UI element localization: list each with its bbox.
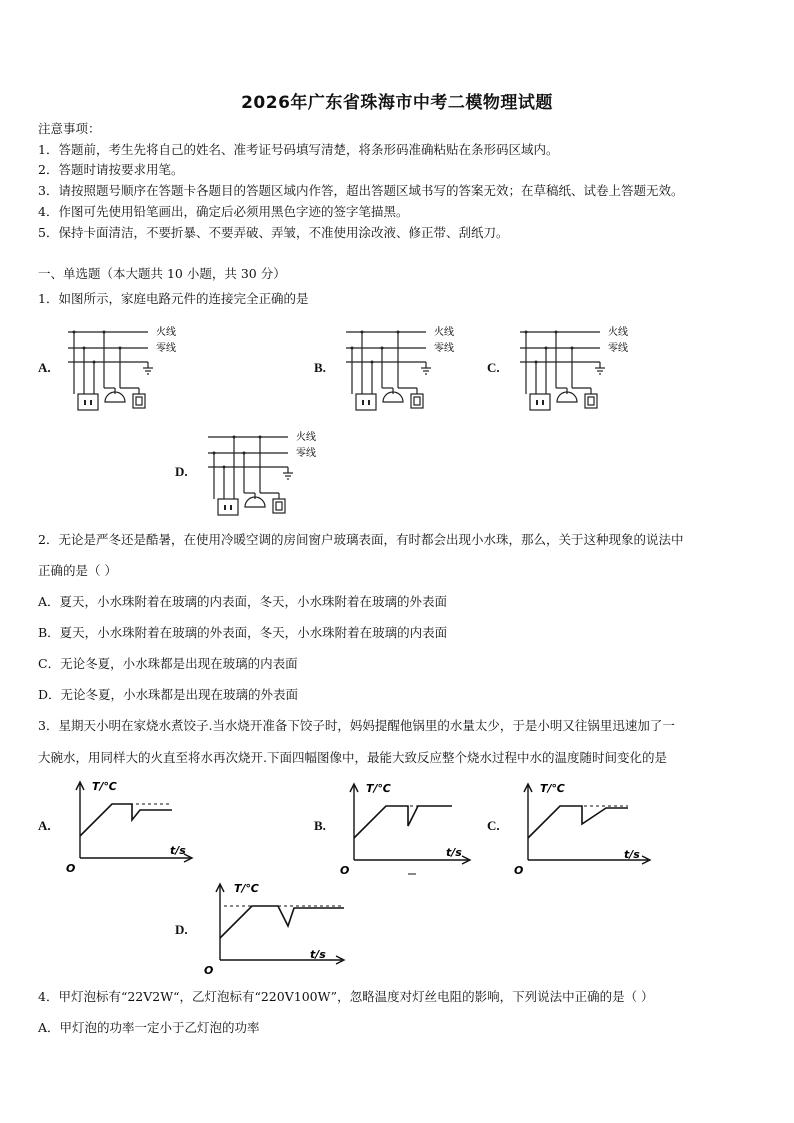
q3c-y-label: T/℃	[540, 782, 565, 795]
q3b-origin: O	[340, 864, 350, 877]
question-3-stem-line-2: 大碗水，用同样大的火直至将水再次烧开.下面四幅图像中，最能大致反应整个烧水过程中水的温度随时间变化的是	[38, 750, 667, 765]
q1-circuit-a	[60, 322, 190, 417]
q3b-y-label: T/℃	[366, 782, 391, 795]
question-1-stem: 1．如图所示，家庭电路元件的连接完全正确的是	[38, 291, 309, 306]
q1-circuit-d	[200, 427, 330, 522]
question-4-stem: 4．甲灯泡标有“22V2W“，乙灯泡标有“220V100W”，忽略温度对灯丝电阻的影响，下列说法中正确的是（ ）	[38, 989, 654, 1004]
q3a-origin: O	[66, 862, 76, 875]
q2-option-d: D．无论冬夏，小水珠都是出现在玻璃的外表面	[38, 687, 299, 702]
q1c-live-label: 火线	[608, 327, 628, 338]
q3b-x-label: t/s	[446, 846, 462, 859]
q4-option-a: A．甲灯泡的功率一定小于乙灯泡的功率	[38, 1020, 260, 1035]
question-2-stem-line-2: 正确的是（ ）	[38, 563, 117, 578]
q3-option-d-label: D.	[175, 922, 188, 937]
q3-graph-b	[336, 778, 476, 878]
q3c-origin: O	[514, 864, 524, 877]
q1-circuit-b	[338, 322, 468, 417]
q1b-live-label: 火线	[434, 327, 454, 338]
q3-graph-c	[510, 778, 656, 878]
q1a-live-label: 火线	[156, 327, 176, 338]
q1-option-a-label: A.	[38, 360, 51, 375]
q3-option-a-label: A.	[38, 818, 51, 833]
page-title: 2026年广东省珠海市中考二模物理试题	[241, 93, 553, 113]
q3a-x-label: t/s	[170, 844, 186, 857]
q3d-y-label: T/℃	[234, 882, 259, 895]
q3c-x-label: t/s	[624, 848, 640, 861]
q1-circuit-c	[512, 322, 642, 417]
q3-option-c-label: C.	[487, 818, 500, 833]
q1-option-c-label: C.	[487, 360, 500, 375]
question-3-stem-line-1: 3．星期天小明在家烧水煮饺子.当水烧开准备下饺子时，妈妈提醒他锅里的水量太少，于是小明又往锅里迅速加了一	[38, 718, 675, 733]
q3-graph-a	[62, 776, 198, 876]
q3-graph-d	[200, 878, 350, 978]
notice-item-2: 2．答题时请按要求用笔。	[38, 162, 184, 177]
section-heading: 一、单选题（本大题共 10 小题，共 30 分）	[38, 266, 286, 281]
q3a-y-label: T/℃	[92, 780, 117, 793]
q1b-neutral-label: 零线	[434, 343, 454, 354]
q1c-neutral-label: 零线	[608, 343, 628, 354]
notice-item-4: 4．作图可先使用铅笔画出，确定后必须用黑色字迹的签字笔描黑。	[38, 204, 409, 219]
notice-item-1: 1．答题前，考生先将自己的姓名、准考证号码填写清楚，将条形码准确粘贴在条形码区域内。	[38, 142, 559, 157]
q1-option-d-label: D.	[175, 464, 188, 479]
notice-item-5: 5．保持卡面清洁，不要折暴、不要弄破、弄皱，不准使用涂改液、修正带、刮纸刀。	[38, 225, 509, 240]
q2-option-c: C．无论冬夏，小水珠都是出现在玻璃的内表面	[38, 656, 298, 671]
q1-option-b-label: B.	[314, 360, 326, 375]
q2-option-b: B．夏天，小水珠附着在玻璃的外表面，冬天，小水珠附着在玻璃的内表面	[38, 625, 448, 640]
q3d-origin: O	[204, 964, 214, 977]
notice-heading: 注意事项：	[38, 121, 101, 136]
q2-option-a: A．夏天，小水珠附着在玻璃的内表面，冬天，小水珠附着在玻璃的外表面	[38, 594, 448, 609]
q1a-neutral-label: 零线	[156, 343, 176, 354]
question-2-stem-line-1: 2．无论是严冬还是酷暑，在使用冷暖空调的房间窗户玻璃表面，有时都会出现小水珠，那么，关于这种现象的说法中	[38, 532, 684, 547]
q3d-x-label: t/s	[310, 948, 326, 961]
q3-option-b-label: B.	[314, 818, 326, 833]
notice-item-3: 3．请按照题号顺序在答题卡各题目的答题区域内作答，超出答题区域书写的答案无效；在草稿纸、试卷上答题无效。	[38, 183, 684, 198]
q1d-live-label: 火线	[296, 432, 316, 443]
q1d-neutral-label: 零线	[296, 448, 316, 459]
